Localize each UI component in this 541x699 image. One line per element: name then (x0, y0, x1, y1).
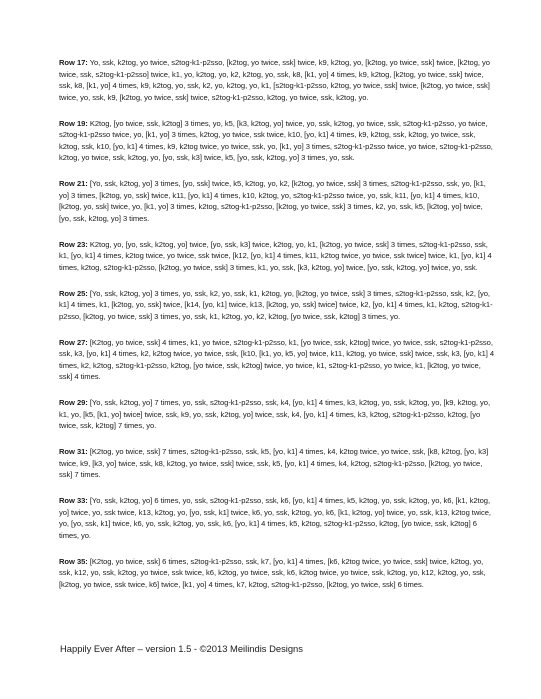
row-text: [K2tog, yo twice, ssk] 4 times, k1, yo twice, s2tog-k1-p2sso, k1, [yo twice, ssk, k2tog] twice, yo twice, ssk, s2tog-k1-p2sso, ssk, k3, [yo, k1] 4 times, k2, k2tog twice, yo twice, ssk, [k10, [k1, yo, k5, yo] twice, k11, k2tog, yo twice, ssk] twice, ssk, k3, [yo, k1] 4 times, k2, k2tog, s2tog-k1-p2sso, k2tog, [yo twice, ssk, k2tog] twice, yo twice, k1, s2tog-k1-p2sso, yo twice, k1, [k2tog, yo twice, ssk] 4 times. (59, 337, 495, 382)
row-35-instructions (59, 556, 495, 591)
row-text: [K2tog, yo twice, ssk] 7 times, s2tog-k1-p2sso, ssk, k5, [yo, k1] 4 times, k4, k2tog twice, yo twice, ssk, [k8, k2tog, [yo, k3] twice, k9, [k3, yo] twice, ssk, k8, k2tog, yo twice, ssk] twice, ssk, k5, [yo, k1] 4 times, k4, k2tog, s2tog-k1-p2sso, [k2tog, yo twice, ssk] 7 times. (59, 447, 489, 480)
page-footer: Happily Ever After – version 1.5 - ©2013 Meilindis Designs (60, 643, 303, 654)
row-21-instructions (59, 178, 495, 224)
row-text: [Yo, ssk, k2tog, yo] 6 times, yo, ssk, s2tog-k1-p2sso, ssk, k6, [yo, k1] 4 times, k5, k2tog, yo, ssk, k2tog, yo, k6, [k1, k2tog, yo] twice, yo, ssk twice, k13, k2tog, yo, [yo, ssk, k1] twice, k6, yo, ssk, k2tog, yo, k6, [k1, k2tog, yo] twice, yo, ssk, k13, k2tog twice, yo, [yo, ssk, k1] twice, k6, yo, ssk, k2tog, yo, ssk, k6, [yo, k1] 4 times, k5, k2tog, s2tog-k1-p2sso, k2tog, [yo twice, ssk, k2tog] 6 times, yo. (59, 496, 491, 540)
row-23-instructions (59, 239, 495, 274)
row-label: Row 25: (59, 288, 88, 298)
row-text: [Yo, ssk, k2tog, yo] 3 times, yo, ssk, k2, yo, ssk, k1, k2tog, yo, [k2tog, yo twice, ssk] 3 times, s2tog-k1-p2sso, ssk, k2, [yo, k1] 4 times, k1, [k2tog, yo, ssk] twice, [k14, [yo, k1] twice, k13, [k2tog, yo, ssk] twice] twice, k2, [yo, k1] 4 times, k1, k2tog, s2tog-k1-p2sso, [k2tog, yo twice, ssk] 3 times, yo, ssk, k1, k2tog, yo, k2, k2tog, [yo twice, ssk, k2tog] 3 times, yo. (59, 288, 493, 321)
row-text: [K2tog, yo twice, ssk] 6 times, s2tog-k1-p2sso, ssk, k7, [yo, k1] 4 times, [k6, k2tog twice, yo twice, ssk] twice, k2tog, yo, ssk, k12, yo, ssk, k2tog, yo twice, ssk twice, k6, k2tog, yo twice, ssk, k6, k2tog twice, yo twice, ssk, k2tog, yo, k12, k2tog, yo, ssk, [k2tog, yo twice, ssk twice, k6] twice, [k1, yo] 4 times, k7, k2tog, s2tog-k1-p2sso, [k2tog, yo twice, ssk] 6 times. (59, 556, 486, 589)
row-19-instructions (59, 118, 495, 164)
row-label: Row 23: (59, 239, 88, 249)
pattern-instructions (59, 57, 495, 605)
row-text: K2tog, [yo twice, ssk, k2tog] 3 times, yo, k5, [k3, k2tog, yo] twice, yo, ssk, k2tog, yo twice, ssk, s2tog-k1-p2sso, yo twice, s2tog-k1-p2sso twice, yo, [k1, yo] 3 times, k2tog, yo twice, ssk twice, k10, [yo, k1] 4 times, k9, k2tog, ssk, k2tog, yo twice, ssk, k2tog, ssk, k10, [yo, k1] 4 times, k9, k2tog twice, yo twice, ssk, yo, [k1, yo] 3 times, s2tog-k1-p2sso twice, yo twice, s2tog-k1-p2sso, k2tog, yo twice, ssk, k2tog, yo, [yo, ssk, k3] twice, k5, [yo, ssk, k2tog, yo] 3 times, yo, ssk. (59, 118, 493, 163)
row-31-instructions (59, 446, 495, 481)
row-label: Row 31: (59, 447, 88, 457)
row-33-instructions (59, 495, 495, 541)
row-label: Row 19: (59, 118, 88, 128)
row-label: Row 33: (59, 496, 88, 506)
row-text: Yo, ssk, k2tog, yo twice, s2tog-k1-p2sso, [k2tog, yo twice, ssk] twice, k9, k2tog, yo, [k2tog, yo twice, ssk] twice, [k2tog, yo twice, ssk, s2tog-k1-p2sso] twice, k1, yo, k2tog, yo, k2, k2tog, yo, ssk, k8, [k1, yo] 4 times, k9, k2tog, [k2tog, yo twice, ssk] twice, ssk, k8, [k1, yo] 4 times, k9, k2tog, yo, ssk, k2, yo, k2tog, yo, k1, [s2tog-k1-p2sso, k2tog, yo twice, ssk] twice, [k2tog, yo twice, ssk] twice, yo, ssk, k9, [k2tog, yo twice, ssk] twice, s2tog-k1-p2sso, k2tog, yo twice, ssk, k2tog, yo. (59, 58, 490, 102)
row-label: Row 35: (59, 556, 88, 566)
row-text: K2tog, yo, [yo, ssk, k2tog, yo] twice, [yo, ssk, k3] twice, k2tog, yo, k1, [k2tog, yo twice, ssk] 3 times, s2tog-k1-p2sso, ssk, k1, [yo, k1] 4 times, k2tog twice, yo twice, ssk twice, [k12, [yo, k1] 4 times, k11, k2tog twice, yo twice, ssk twice] twice, k1, [yo, k1] 4 times, k2tog, s2tog-k1-p2sso, [k2tog, yo twice, ssk] 3 times, k1, yo, ssk, [k3, k2tog, yo] twice, [yo, ssk, k2tog, yo] twice, yo, ssk. (59, 239, 492, 272)
row-label: Row 17: (59, 58, 88, 67)
row-label: Row 29: (59, 398, 88, 408)
row-29-instructions (59, 397, 495, 432)
row-27-instructions (59, 337, 495, 383)
row-25-instructions (59, 288, 495, 323)
row-17-instructions (59, 57, 495, 103)
row-text: [Yo, ssk, k2tog, yo] 3 times, [yo, ssk] twice, k5, k2tog, yo, k2, [k2tog, yo twice, ssk] 3 times, s2tog-k1-p2sso, ssk, yo, [k1, yo] 3 times, [k2tog, yo, ssk] twice, k11, [yo, k1] 4 times, k10, k2tog, yo, s2tog-k1-p2sso twice, yo, ssk, k11, [yo, k1] 4 times, k10, [k2tog, yo, ssk] twice, yo, [k1, yo] 3 times, k2tog, s2tog-k1-p2sso, [k2tog, yo twice, ssk] 3 times, k2, yo, ssk, k5, [k2tog, yo] twice, [yo, ssk, k2tog, yo] 3 times. (59, 179, 486, 223)
row-label: Row 27: (59, 337, 88, 347)
row-text: [Yo, ssk, k2tog, yo] 7 times, yo, ssk, s2tog-k1-p2sso, ssk, k4, [yo, k1] 4 times, k3, k2tog, yo, ssk, k2tog, yo, [k9, k2tog, yo, k1, yo, [k5, [k1, yo] twice] twice, ssk, k9, yo, ssk, k2tog, yo] twice, ssk, k4, [yo, k1] 4 times, k3, k2tog, s2tog-k1-p2sso, k2tog, [yo twice, ssk, k2tog] 7 times, yo. (59, 398, 491, 431)
row-label: Row 21: (59, 179, 88, 189)
